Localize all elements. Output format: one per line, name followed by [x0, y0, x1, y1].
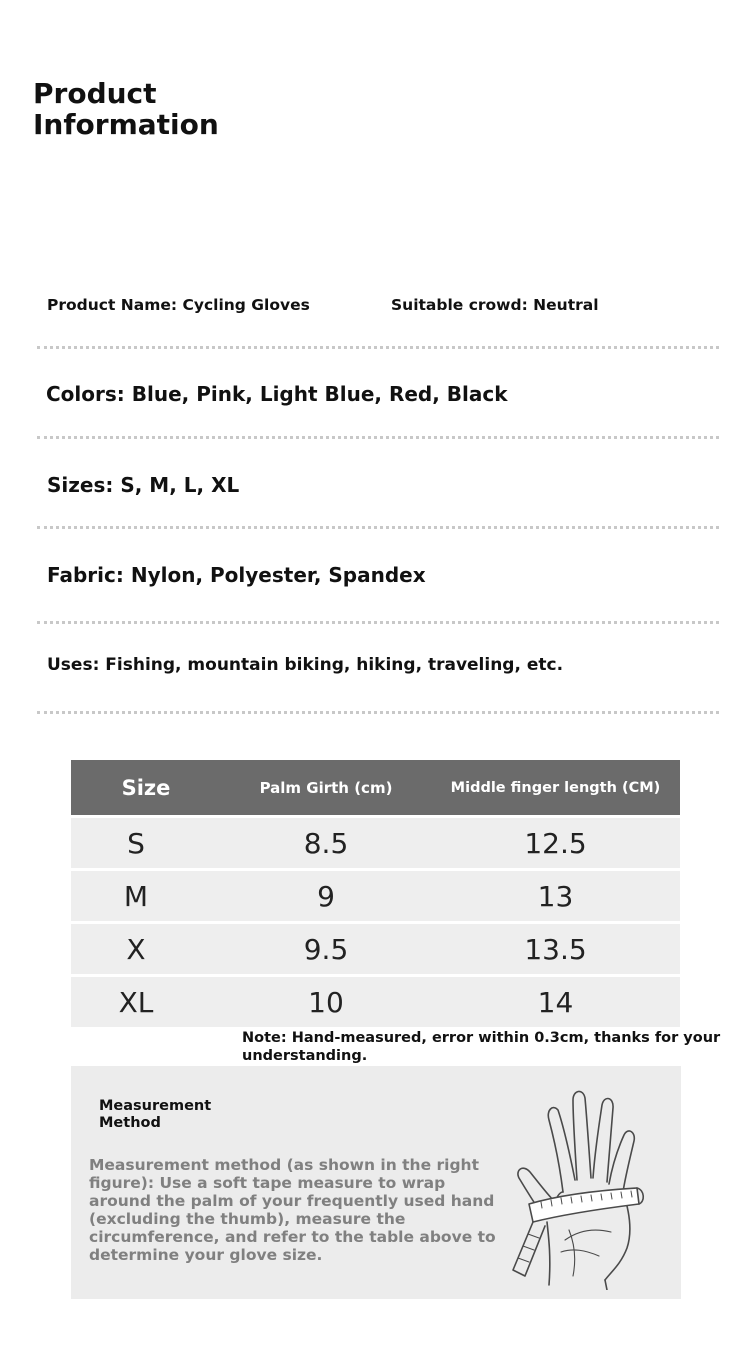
fabric-label: Fabric: Nylon, Polyester, Spandex [47, 563, 426, 587]
column-header-size: Size [71, 760, 221, 817]
page-title: Product Information [33, 77, 219, 141]
finger-length-cell: 13.5 [431, 923, 680, 976]
divider [37, 526, 719, 529]
divider [37, 346, 719, 349]
measurement-method-panel [71, 1066, 681, 1299]
finger-length-cell: 12.5 [431, 817, 680, 870]
size-cell: XL [71, 976, 221, 1028]
size-cell: X [71, 923, 221, 976]
measurement-method-title: Measurement Method [99, 1098, 212, 1131]
table-header-row [71, 760, 680, 817]
measurement-note: Note: Hand-measured, error within 0.3cm, thanks for your understanding. [242, 1030, 721, 1064]
column-header-palm-girth: Palm Girth (cm) [221, 760, 431, 817]
table-row [71, 870, 680, 923]
palm-girth-cell: 9.5 [221, 923, 431, 976]
finger-length-cell: 14 [431, 976, 680, 1028]
size-chart-table [71, 760, 680, 1027]
divider [37, 436, 719, 439]
table-row [71, 923, 680, 976]
uses-label: Uses: Fishing, mountain biking, hiking, traveling, etc. [47, 655, 564, 675]
palm-girth-cell: 10 [221, 976, 431, 1028]
palm-girth-cell: 8.5 [221, 817, 431, 870]
measurement-method-description: Measurement method (as shown in the right figure): Use a soft tape measure to wrap around the palm of your frequently used hand (excluding the thumb), measure the circumference, and refer to the table above to determine your glove size. [89, 1156, 496, 1264]
size-cell: S [71, 817, 221, 870]
divider [37, 621, 719, 624]
suitable-crowd-label: Suitable crowd: Neutral [391, 296, 599, 314]
table-row [71, 817, 680, 870]
sizes-label: Sizes: S, M, L, XL [47, 473, 240, 497]
divider [37, 711, 719, 714]
table-row [71, 976, 680, 1028]
colors-label: Colors: Blue, Pink, Light Blue, Red, Black [46, 382, 508, 406]
palm-girth-cell: 9 [221, 870, 431, 923]
finger-length-cell: 13 [431, 870, 680, 923]
hand-with-tape-measure-icon [503, 1080, 673, 1290]
column-header-middle-finger-length: Middle finger length (CM) [431, 760, 680, 817]
product-name-label: Product Name: Cycling Gloves [47, 296, 310, 314]
size-cell: M [71, 870, 221, 923]
